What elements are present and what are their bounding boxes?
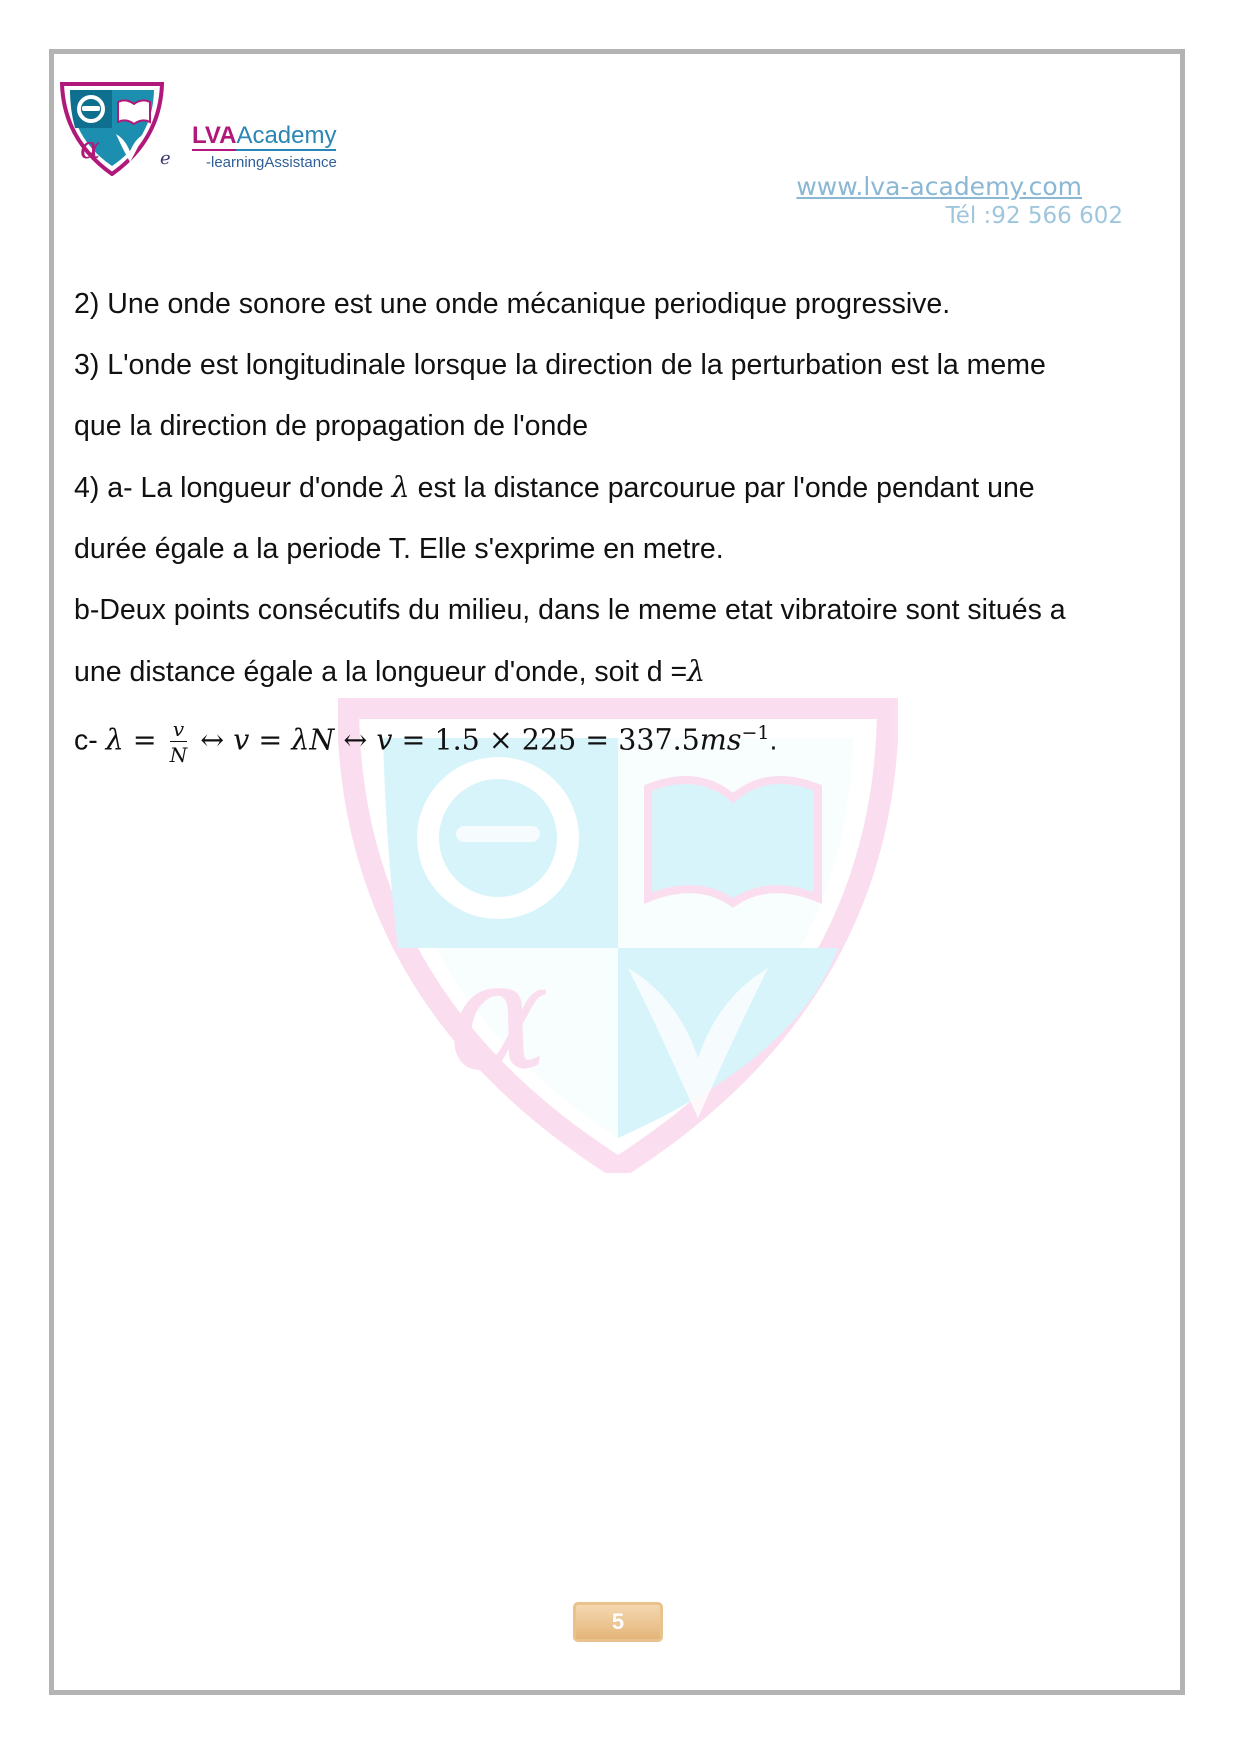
answer-4b-text: une distance égale a la longueur d'onde, soit d = <box>74 656 688 688</box>
website-link[interactable]: www.lva-academy.com <box>796 172 1082 201</box>
formula-lambda-n: λN <box>291 723 335 757</box>
answer-4a-text-start: 4) a- La longueur d'onde <box>74 472 392 504</box>
formula-lambda: λ <box>105 723 124 757</box>
lambda-symbol: λ <box>391 471 410 504</box>
phone-number: Tél :92 566 602 <box>945 203 1123 229</box>
academy-logo <box>58 80 166 176</box>
lambda-symbol: λ <box>687 655 706 688</box>
logo-e-letter: e <box>160 148 171 169</box>
document-body <box>74 274 1174 772</box>
formula-equals: = <box>123 723 166 757</box>
formula-v-1: v <box>233 723 250 757</box>
answer-3-line1: 3) L'onde est longitudinale lorsque la direction de la perturbation est la meme <box>74 349 1046 381</box>
answer-3-line2: que la direction de propagation de l'onde <box>74 410 589 442</box>
answer-4b-line2 <box>74 641 1174 703</box>
answer-4a-line1 <box>74 457 1174 519</box>
brand-tagline: -learningAssistance <box>206 154 337 171</box>
formula-equals-3: = <box>392 723 435 757</box>
formula-v-2: v <box>376 723 393 757</box>
answer-4a-text-end: est la distance parcourue par l'onde pendant une <box>409 472 1035 504</box>
formula-unit: ms <box>699 723 742 757</box>
formula-equals-2: = <box>249 723 292 757</box>
answer-4c-formula <box>74 703 1174 772</box>
formula-calculation: 1.5 × 225 = 337.5 <box>434 723 700 757</box>
fraction-numerator: v <box>170 719 188 742</box>
formula-exponent: −1 <box>741 722 770 744</box>
answer-4a-line2: durée égale a la periode T. Elle s'exprime en metre. <box>74 533 724 565</box>
svg-text:α: α <box>448 930 550 1104</box>
answer-2: 2) Une onde sonore est une onde mécanique periodique progressive. <box>74 288 951 320</box>
brand-lva: LVA <box>192 122 237 149</box>
formula-fraction <box>169 716 188 767</box>
formula-arrow-1: ↔ <box>191 723 234 757</box>
brand-name <box>192 122 336 150</box>
formula-prefix: c- <box>74 724 106 757</box>
answer-4b-line1: b-Deux points consécutifs du milieu, dans le meme etat vibratoire sont situés a <box>74 594 1066 626</box>
page-number-badge: 5 <box>573 1602 663 1642</box>
svg-text:α: α <box>80 131 101 166</box>
formula-arrow-2: ↔ <box>334 723 377 757</box>
formula-end: . <box>769 724 778 757</box>
fraction-denominator: N <box>169 742 188 767</box>
brand-academy: Academy <box>236 122 337 149</box>
